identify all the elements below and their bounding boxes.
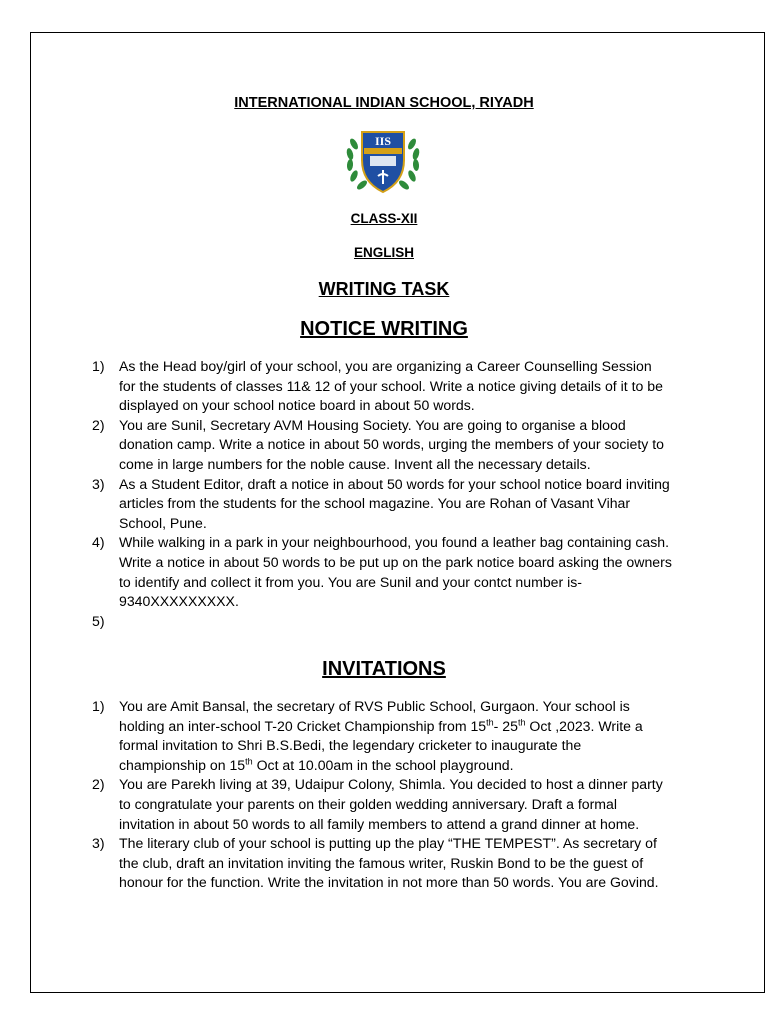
item-number: 3) xyxy=(92,835,105,852)
item-number: 2) xyxy=(92,416,105,433)
list-item xyxy=(92,775,672,834)
item-number: 1) xyxy=(92,358,105,374)
school-logo xyxy=(342,126,424,196)
invitation-section-title: INVITATIONS xyxy=(322,658,446,680)
task-title: WRITING TASK xyxy=(318,279,450,299)
item-text: The literary club of your school is putting up the play “THE TEMPEST”. As secretary of the club, draft an invitation inviting the famous writer, Ruskin Bond to be the guest of honour for the function. Write the invitation in not more than 50 words. You are Govind. xyxy=(119,835,659,891)
logo-text: IIS xyxy=(374,134,392,148)
list-item xyxy=(92,533,672,611)
list-item xyxy=(92,475,672,534)
item-text-part: You are Amit Bansal, the secretary of RVS Public School, Gurgaon. Your school is holding an inter-school T-20 Cricket Championship from 15 xyxy=(119,698,630,734)
notice-section-title: NOTICE WRITING xyxy=(300,318,468,340)
item-number: 4) xyxy=(92,534,105,551)
invitation-task-list xyxy=(92,697,672,893)
item-text: While walking in a park in your neighbourhood, you found a leather bag containing cash. Write a notice in about 50 words to be put up on the park notice board asking the owners to identify and collect it from you. You are Sunil and your contct number is-9340XXXXXXXXX. xyxy=(119,534,672,610)
item-text xyxy=(119,697,672,775)
list-item xyxy=(92,357,672,416)
item-text xyxy=(119,612,672,632)
item-number: 2) xyxy=(92,776,105,793)
item-text-part: Oct ,2023. Write a formal invitation to Shri B.S.Bedi, the legendary cricketer to inaugurate the championship on 15 xyxy=(119,717,643,773)
list-item xyxy=(92,612,672,632)
notice-task-list xyxy=(92,357,672,631)
list-item xyxy=(92,416,672,475)
ordinal-suffix: th xyxy=(517,716,526,727)
item-number: 5) xyxy=(92,612,105,629)
list-item xyxy=(92,834,672,893)
item-number: 1) xyxy=(92,698,105,714)
item-text-part: - 25 xyxy=(493,717,518,734)
school-name: INTERNATIONAL INDIAN SCHOOL, RIYADH xyxy=(234,95,534,111)
item-number: 3) xyxy=(92,475,105,492)
item-text: You are Parekh living at 39, Udaipur Colony, Shimla. You decided to host a dinner party to congratulate your parents on their golden wedding anniversary. Draft a formal invitation in about 50 words to all family members to attend a grand dinner at home. xyxy=(119,776,663,832)
item-text-part: Oct at 10.00am in the school playground. xyxy=(252,756,514,773)
ordinal-suffix: th xyxy=(245,756,253,767)
list-item xyxy=(92,697,672,775)
class-label: CLASS-XII xyxy=(350,211,418,226)
item-text: You are Sunil, Secretary AVM Housing Society. You are going to organise a blood donation camp. Write a notice in about 50 words, urging the members of your society to come in large numbers for the noble cause. Invent all the necessary details. xyxy=(119,416,664,472)
ordinal-suffix: th xyxy=(486,716,494,727)
item-text: As the Head boy/girl of your school, you are organizing a Career Counselling Session for the students of classes 11& 12 of your school. Write a notice giving details of it to be displayed on your school notice board in about 50 words. xyxy=(119,358,663,414)
item-text: As a Student Editor, draft a notice in about 50 words for your school notice board inviting articles from the students for the school magazine. You are Rohan of Vasant Vihar School, Pune. xyxy=(119,475,670,531)
subject-label: ENGLISH xyxy=(353,245,414,260)
